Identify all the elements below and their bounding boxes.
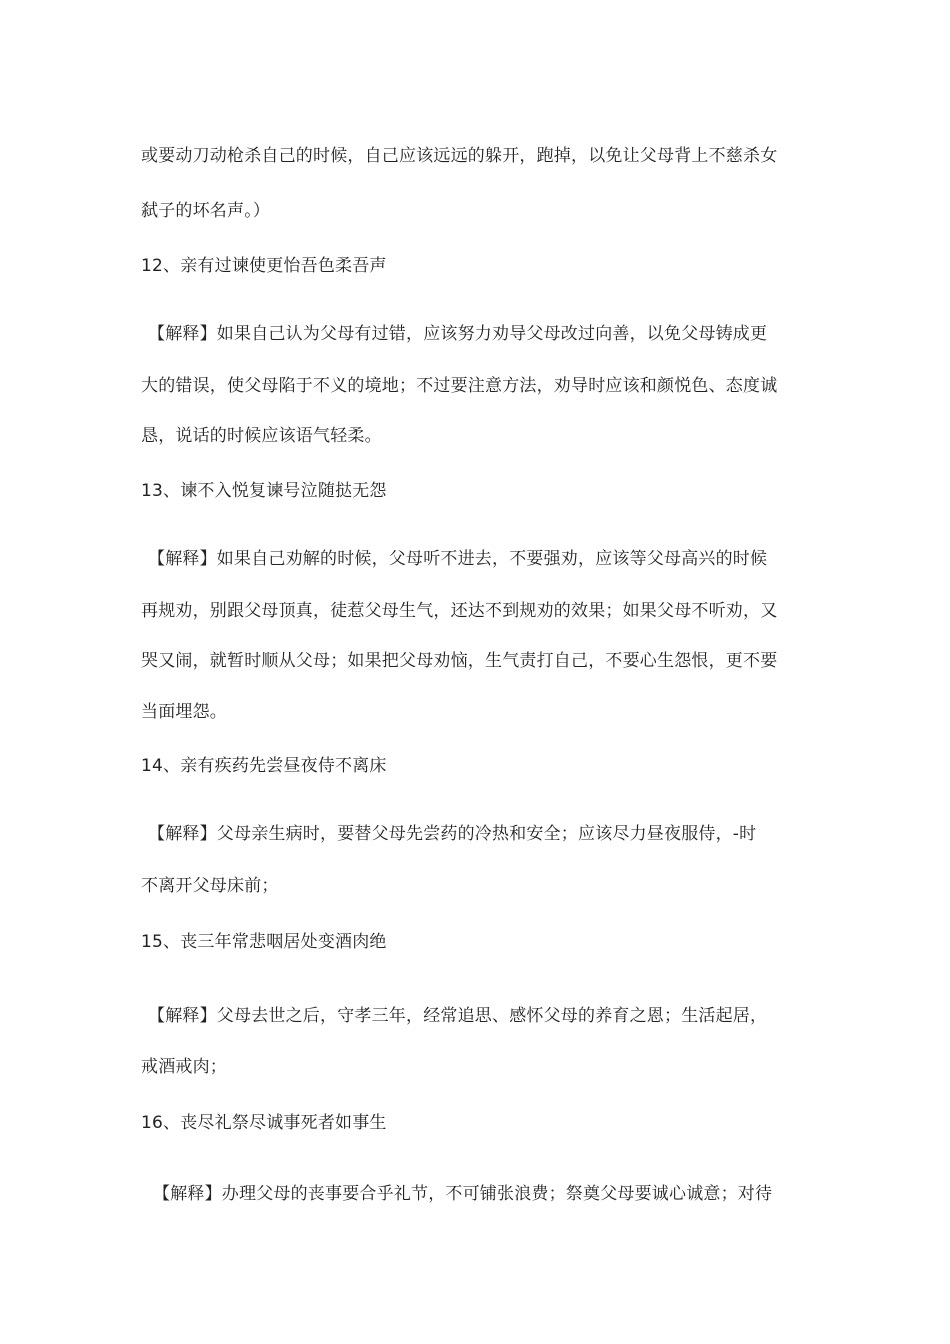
- explanation-line: 哭又闹，就暂时顺从父母；如果把父母劝恼，生气责打自己，不要心生怨恨，更不要: [141, 651, 778, 671]
- explanation-line: 再规劝，别跟父母顶真，徒惹父母生气，还达不到规劝的效果；如果父母不听劝，又: [141, 601, 778, 621]
- text-line-continuation: 弑子的坏名声。）: [141, 201, 271, 221]
- verse-heading-15: 15、丧三年常悲咽居处变酒肉绝: [141, 932, 387, 952]
- verse-heading-16: 16、丧尽礼祭尽诚事死者如事生: [141, 1113, 387, 1133]
- explanation-line: 当面埋怨。: [141, 702, 227, 722]
- explanation-line: 【解释】父母去世之后，守孝三年，经常追思、感怀父母的养育之恩；生活起居，: [148, 1006, 768, 1026]
- explanation-line: 【解释】办理父母的丧事要合乎礼节，不可铺张浪费；祭奠父母要诚心诚意；对待: [153, 1184, 773, 1204]
- explanation-line: 不离开父母床前；: [141, 876, 279, 896]
- verse-heading-12: 12、亲有过谏使更怡吾色柔吾声: [141, 256, 387, 276]
- explanation-line: 【解释】如果自己认为父母有过错，应该努力劝导父母改过向善，以免父母铸成更: [148, 324, 768, 344]
- verse-heading-13: 13、谏不入悦复谏号泣随挞无怨: [141, 481, 387, 501]
- explanation-line: 【解释】如果自己劝解的时候，父母听不进去，不要强劝，应该等父母高兴的时候: [148, 549, 768, 569]
- explanation-line: 恳，说话的时候应该语气轻柔。: [141, 426, 382, 446]
- verse-heading-14: 14、亲有疾药先尝昼夜侍不离床: [141, 756, 387, 776]
- explanation-line: 大的错误，使父母陷于不义的境地；不过要注意方法，劝导时应该和颜悦色、态度诚: [141, 376, 778, 396]
- explanation-line: 【解释】父母亲生病时，要替父母先尝药的冷热和安全；应该尽力昼夜服侍，-时: [148, 824, 757, 844]
- explanation-line: 戒酒戒肉；: [141, 1057, 227, 1077]
- text-line-continuation: 或要动刀动枪杀自己的时候，自己应该远远的躲开，跑掉，以免让父母背上不慈杀女: [141, 146, 778, 166]
